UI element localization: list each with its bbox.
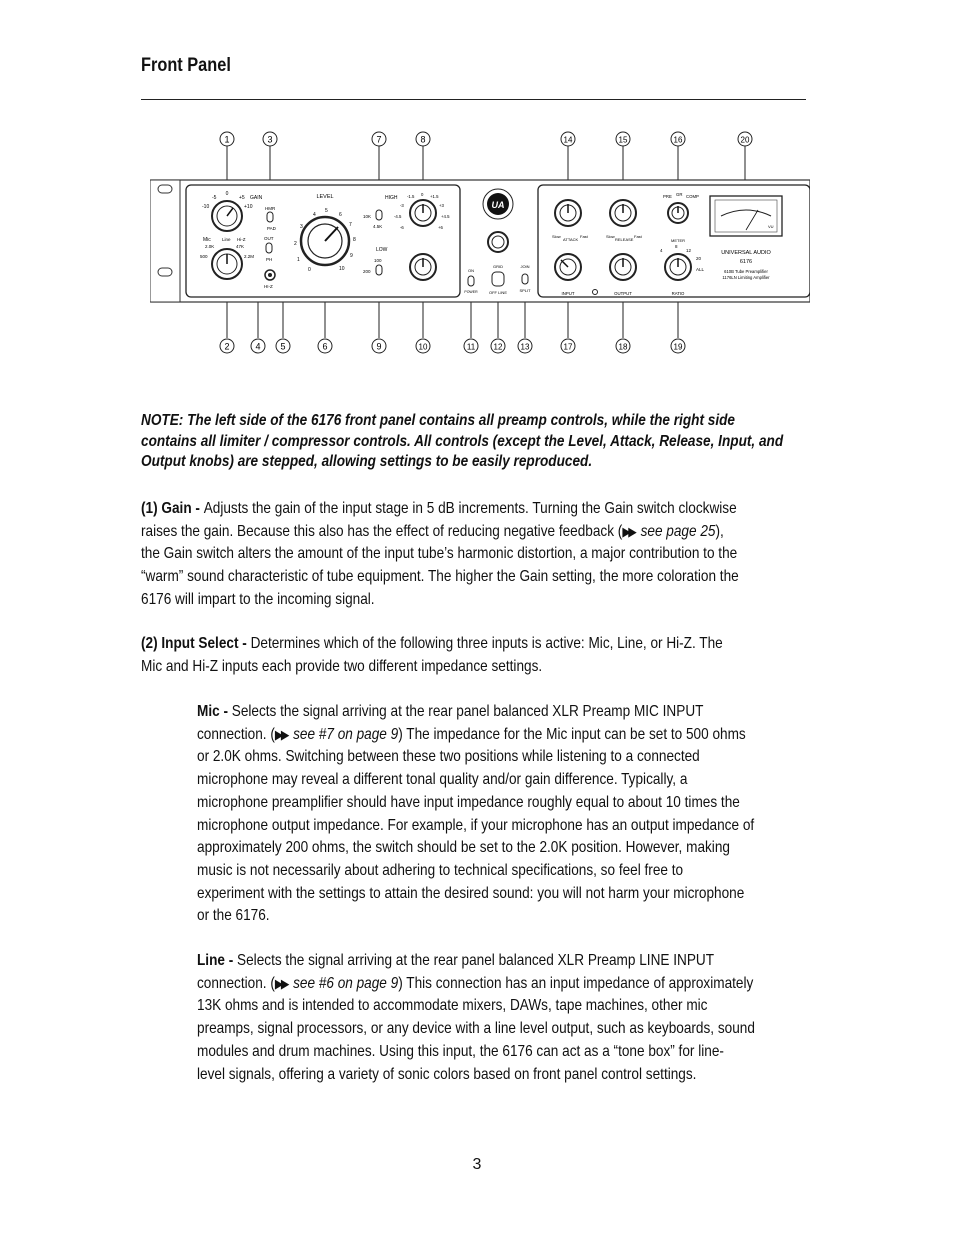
- page-ref-link[interactable]: see #6 on page 9: [293, 974, 399, 992]
- power-switch[interactable]: [468, 276, 474, 286]
- svg-text:PH: PH: [266, 257, 273, 262]
- svg-text:RELEASE: RELEASE: [615, 237, 634, 242]
- svg-text:0: 0: [421, 192, 424, 197]
- svg-text:RATIO: RATIO: [671, 291, 685, 296]
- svg-text:HI-Z: HI-Z: [264, 284, 273, 289]
- release-knob[interactable]: [610, 200, 636, 226]
- svg-text:Hi-Z: Hi-Z: [237, 237, 246, 242]
- input-select-description: (2) Input Select - Determines which of the following three inputs is active: Mic, Line, or Hi-Z. The Mic and Hi-Z inputs each provide two different impedance settings.: [141, 635, 723, 675]
- svg-text:7: 7: [349, 222, 352, 228]
- callout-14: 14: [563, 135, 573, 145]
- svg-text:-6: -6: [400, 225, 404, 230]
- svg-text:0: 0: [225, 191, 229, 197]
- level-knob[interactable]: [301, 217, 349, 265]
- svg-text:+1.5: +1.5: [430, 194, 439, 199]
- line-heading: Line -: [197, 952, 238, 969]
- fast-forward-icon: ▶▶: [274, 975, 287, 991]
- fast-forward-icon: ▶▶: [622, 523, 635, 539]
- mic-description: Mic - Selects the signal arriving at the rear panel balanced XLR Preamp MIC INPUT connection. (▶▶ see #7 on page 9) The impedance for the Mic input can be set to 500 ohms or 2.0K ohms. Switching between these two positions while listening to a connected microphone may reveal a different tonal quality and/or gain difference. Typically, a microphone preamplifier should have input impedance roughly equal to about 10 times the microphone output impedance. For example, if your microphone has an output impedance of approximately 200 ohms, the switch should be set to the 2.0K position. However, making music is not necessarily about adhering to technical specifications, so feel free to experiment with the settings to attain the desired sound: you will not harm your microphone or the 6176.: [197, 703, 755, 925]
- svg-text:2.0K: 2.0K: [205, 244, 215, 249]
- svg-text:METER: METER: [671, 238, 685, 243]
- vu-meter: [710, 196, 782, 236]
- callout-4: 4: [255, 341, 261, 352]
- svg-text:8: 8: [675, 244, 678, 249]
- high-eq-knob[interactable]: [410, 200, 436, 226]
- polarity-switch[interactable]: [266, 243, 272, 253]
- svg-text:200: 200: [363, 269, 371, 274]
- input-select-knob[interactable]: [212, 249, 242, 279]
- callout-16: 16: [673, 135, 683, 145]
- low-eq-knob[interactable]: [410, 254, 436, 280]
- svg-text:100: 100: [374, 258, 382, 263]
- callout-18: 18: [618, 342, 628, 352]
- ua-logo: [483, 189, 513, 219]
- svg-text:-3: -3: [400, 203, 404, 208]
- svg-text:9: 9: [350, 253, 353, 259]
- callout-8: 8: [420, 134, 426, 145]
- svg-text:0: 0: [308, 267, 311, 273]
- page-ref-link[interactable]: see page 25: [640, 522, 716, 540]
- input-select-heading: (2) Input Select -: [141, 635, 251, 652]
- pad-switch[interactable]: [267, 212, 273, 222]
- svg-text:10: 10: [339, 266, 345, 272]
- grid-offline-switch[interactable]: [492, 272, 504, 286]
- page-ref-link[interactable]: see #7 on page 9: [293, 725, 399, 743]
- ratio-knob[interactable]: [665, 254, 691, 280]
- gain-knob[interactable]: [212, 201, 242, 231]
- svg-text:JOIN: JOIN: [520, 264, 530, 269]
- callout-15: 15: [618, 135, 628, 145]
- page-title: Front Panel: [141, 55, 231, 76]
- model-label: 6176: [739, 259, 753, 265]
- svg-text:-10: -10: [202, 204, 210, 210]
- svg-text:SPLIT: SPLIT: [519, 288, 531, 293]
- callout-13: 13: [520, 342, 530, 352]
- svg-text:Line: Line: [222, 237, 231, 242]
- callout-6: 6: [322, 341, 328, 352]
- svg-text:500: 500: [200, 254, 208, 259]
- svg-text:PRE: PRE: [663, 194, 672, 199]
- svg-text:47K: 47K: [236, 244, 245, 249]
- top-callouts: [220, 132, 752, 146]
- svg-text:610B Tube Preamplifier: 610B Tube Preamplifier: [724, 269, 768, 274]
- attack-knob[interactable]: [555, 200, 581, 226]
- callout-12: 12: [493, 342, 503, 352]
- svg-text:ALL: ALL: [696, 267, 705, 272]
- svg-text:Slow: Slow: [552, 234, 561, 239]
- svg-text:Mic: Mic: [203, 237, 211, 243]
- high-freq-switch[interactable]: [376, 210, 382, 220]
- input-knob[interactable]: [555, 254, 581, 280]
- svg-text:Fast: Fast: [580, 234, 588, 239]
- gain-label: GAIN: [250, 195, 263, 201]
- callout-3: 3: [267, 134, 273, 145]
- svg-text:POWER: POWER: [464, 290, 478, 294]
- brand-label: UNIVERSAL AUDIO: [721, 250, 771, 256]
- callout-7: 7: [376, 134, 382, 145]
- power-lamp: [488, 232, 508, 252]
- callout-11: 11: [466, 342, 476, 352]
- callout-19: 19: [673, 342, 683, 352]
- svg-text:GRID: GRID: [493, 264, 503, 269]
- callout-9: 9: [376, 341, 382, 352]
- gain-description: (1) Gain - Adjusts the gain of the input stage in 5 dB increments. Turning the Gain switch clockwise raises the gain. Because this also has the effect of reducing negative feedback (▶▶ see page 25), the Gain switch alters the amount of the input tube’s harmonic distortion, a major contribution to the “warm” sound characteristic of tube equipment. The higher the Gain setting, the more coloration the 6176 will impart to the incoming signal.: [141, 500, 739, 608]
- panel-note: NOTE: The left side of the 6176 front panel contains all preamp controls, while the right side contains all limiter / compressor controls. All controls (except the Level, Attack, Release, Input, and Output knobs) are stepped, allowing settings to be easily reproduced.: [141, 412, 784, 470]
- fast-forward-icon: ▶▶: [274, 726, 287, 742]
- svg-text:+6: +6: [438, 225, 443, 230]
- rack-ear-hole: [158, 185, 172, 193]
- svg-text:INPUT: INPUT: [561, 291, 575, 296]
- low-freq-switch[interactable]: [376, 265, 382, 275]
- svg-text:-1.5: -1.5: [407, 194, 415, 199]
- svg-text:+3: +3: [439, 203, 444, 208]
- svg-text:+4.5: +4.5: [441, 214, 450, 219]
- front-panel-diagram: [150, 128, 810, 358]
- svg-text:2.2M: 2.2M: [244, 254, 255, 259]
- svg-text:COMP: COMP: [686, 194, 699, 199]
- callout-10: 10: [418, 342, 428, 352]
- svg-text:10K: 10K: [363, 214, 372, 219]
- gain-heading: (1) Gain -: [141, 500, 204, 517]
- svg-text:Fast: Fast: [634, 234, 642, 239]
- svg-text:OFF LINE: OFF LINE: [488, 290, 508, 295]
- callout-2: 2: [224, 341, 230, 352]
- svg-text:8: 8: [353, 237, 356, 243]
- svg-text:+5: +5: [239, 195, 245, 201]
- line-description: Line - Selects the signal arriving at the rear panel balanced XLR Preamp LINE INPUT connection. (▶▶ see #6 on page 9) This connection has an input impedance of approximately 13K ohms and is intended to accommodate mixers, DAWs, tape machines, other mic preamps, signal processors, or any device with a line level output, such as keyboards, sound modules and drum machines. Using this input, the 6176 can act as a “tone box” for line- level signals, offering a variety of sonic colors based on front panel control settings.: [197, 952, 755, 1083]
- svg-text:OUTPUT: OUTPUT: [614, 291, 632, 296]
- meter-switch[interactable]: [668, 203, 688, 223]
- rack-ear-hole: [158, 268, 172, 276]
- svg-text:4: 4: [660, 248, 663, 253]
- svg-text:+10: +10: [244, 204, 253, 210]
- svg-text:GR: GR: [676, 192, 683, 197]
- svg-text:-5: -5: [212, 195, 217, 201]
- svg-text:3: 3: [300, 224, 303, 230]
- svg-text:-4.5: -4.5: [394, 214, 402, 219]
- svg-text:2: 2: [294, 241, 297, 247]
- title-rule: [141, 99, 806, 100]
- svg-text:VU: VU: [768, 224, 774, 229]
- level-label: LEVEL: [316, 194, 334, 200]
- svg-text:PAD: PAD: [267, 226, 276, 231]
- svg-text:5: 5: [325, 208, 328, 214]
- svg-text:20: 20: [696, 256, 702, 261]
- svg-text:1176LN Limiting Amplifier: 1176LN Limiting Amplifier: [722, 275, 770, 280]
- svg-text:HMR: HMR: [265, 206, 276, 211]
- svg-text:12: 12: [686, 248, 692, 253]
- svg-text:ATTACK: ATTACK: [563, 237, 579, 242]
- svg-text:UA: UA: [491, 200, 505, 210]
- svg-text:6: 6: [339, 212, 342, 218]
- svg-text:1: 1: [297, 257, 300, 263]
- mic-heading: Mic -: [197, 703, 232, 720]
- low-label: LOW: [376, 247, 388, 253]
- callout-5: 5: [280, 341, 286, 352]
- gr-led: [593, 290, 598, 295]
- callout-1: 1: [224, 134, 230, 145]
- callout-17: 17: [563, 342, 573, 352]
- svg-text:4.5K: 4.5K: [373, 224, 383, 229]
- high-label: HIGH: [385, 195, 398, 201]
- join-split-switch[interactable]: [522, 274, 528, 284]
- svg-text:ON: ON: [468, 268, 474, 273]
- bottom-callouts: [220, 339, 685, 353]
- svg-text:OUT: OUT: [264, 236, 274, 241]
- svg-text:Slow: Slow: [606, 234, 615, 239]
- callout-20: 20: [740, 135, 750, 145]
- page-number: 3: [472, 1156, 482, 1173]
- output-knob[interactable]: [610, 254, 636, 280]
- svg-text:4: 4: [313, 212, 316, 218]
